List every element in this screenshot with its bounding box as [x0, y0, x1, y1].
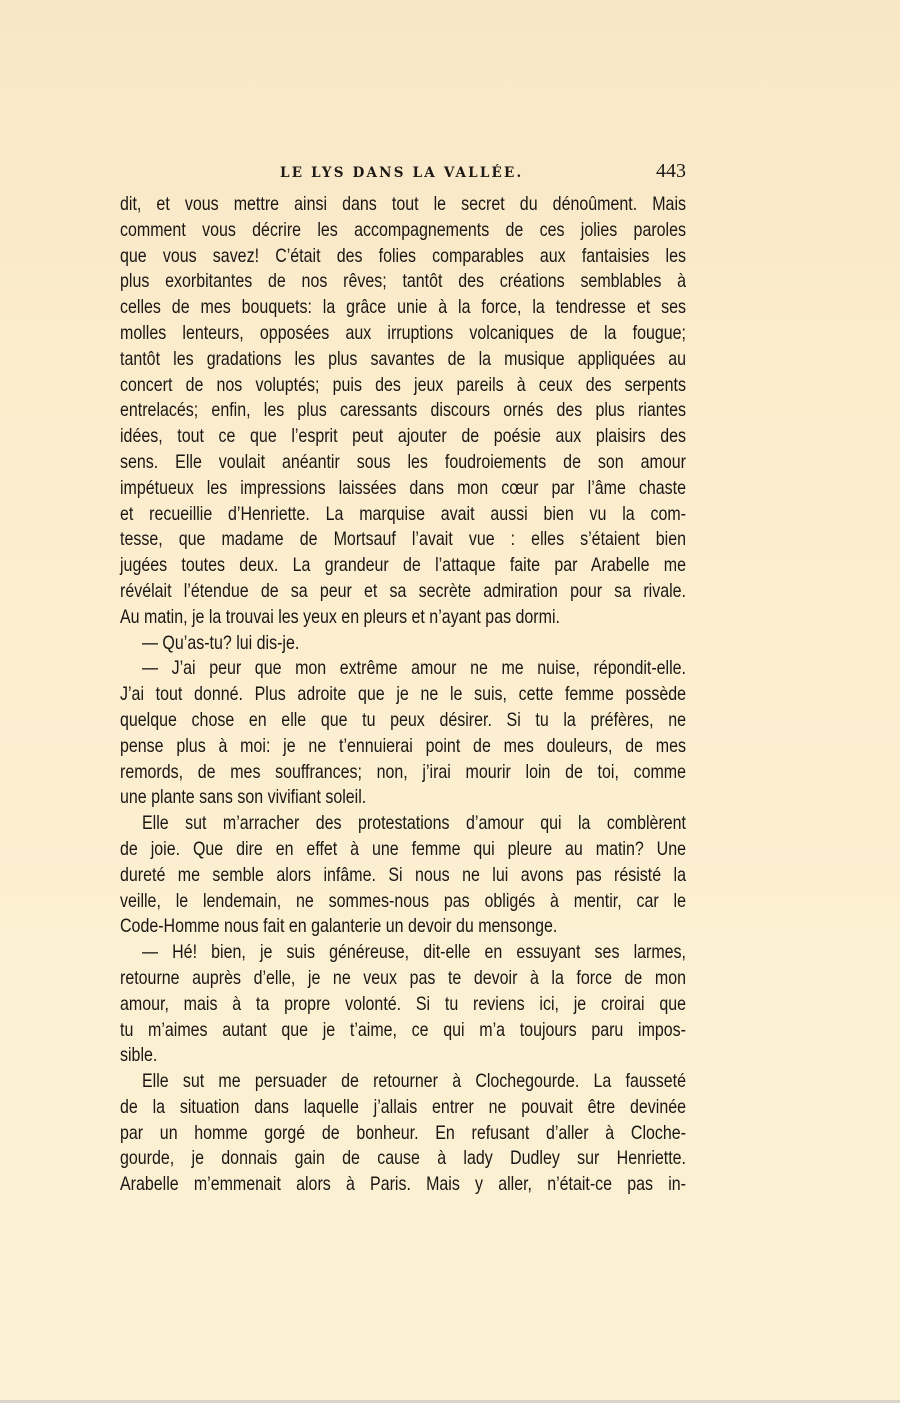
- page-number: 443: [656, 160, 686, 182]
- text-line: dit, et vous mettre ainsi dans tout le secret du dénoûment. Mais: [120, 193, 686, 215]
- text-line: celles de mes bouquets: la grâce unie à la force, la tendresse et ses: [120, 296, 686, 319]
- text-line: Arabelle m’emmenait alors à Paris. Mais y aller, n’était-ce pas in-: [120, 1173, 686, 1196]
- text-line: retourne auprès d’elle, je ne veux pas te devoir à la force de mon: [120, 966, 686, 989]
- text-line: tu m’aimes autant que je t’aime, ce qui m’a toujours paru impos-: [120, 1018, 686, 1041]
- text-line: molles lenteurs, opposées aux irruptions volcaniques de la fougue;: [120, 321, 686, 344]
- text-line: sens. Elle voulait anéantir sous les foudroiements de son amour: [120, 450, 686, 473]
- text-line: Au matin, je la trouvai les yeux en pleurs et n’ayant pas dormi.: [120, 605, 560, 628]
- text-line: — Qu’as-tu? lui dis-je.: [142, 631, 300, 654]
- text-line: impétueux les impressions laissées dans mon cœur par l’âme chaste: [120, 476, 686, 499]
- text-line: — J’ai peur que mon extrême amour ne me nuise, répondit-elle.: [142, 657, 686, 680]
- text-line: pense plus à moi: je ne t’ennuierai point de mes douleurs, de mes: [120, 734, 686, 757]
- text-line: remords, de mes souffrances; non, j’irai mourir loin de toi, comme: [120, 760, 686, 783]
- text-line: gourde, je donnais gain de cause à lady Dudley sur Henriette.: [120, 1147, 686, 1170]
- text-line: une plante sans son vivifiant soleil.: [120, 786, 367, 809]
- text-line: veille, le lendemain, ne sommes-nous pas obligés à mentir, car le: [120, 889, 686, 912]
- text-line: jugées toutes deux. La grandeur de l’attaque faite par Arabelle me: [120, 554, 686, 577]
- text-line: par un homme gorgé de bonheur. En refusant d’aller à Cloche-: [120, 1121, 686, 1144]
- text-line: tantôt les gradations les plus savantes de la musique appliquées au: [120, 347, 686, 370]
- text-line: que vous savez! C’était des folies comparables aux fantaisies les: [120, 244, 686, 267]
- text-line: de la situation dans laquelle j’allais entrer ne pouvait être devinée: [120, 1095, 686, 1118]
- text-line: Elle sut me persuader de retourner à Clochegourde. La fausseté: [142, 1070, 686, 1093]
- text-line: Elle sut m’arracher des protestations d’amour qui la comblèrent: [142, 812, 686, 835]
- text-line: dureté me semble alors infâme. Si nous ne lui avons pas résisté la: [120, 863, 686, 886]
- text-line: J’ai tout donné. Plus adroite que je ne le suis, cette femme possède: [120, 683, 686, 706]
- text-line: entrelacés; enfin, les plus caressants discours ornés des plus riantes: [120, 399, 686, 422]
- text-line: — Hé! bien, je suis généreuse, dit-elle en essuyant ses larmes,: [142, 941, 686, 964]
- text-line: idées, tout ce que l’esprit peut ajouter de poésie aux plaisirs des: [120, 425, 686, 448]
- text-line: comment vous décrire les accompagnements de ces jolies paroles: [120, 218, 686, 241]
- running-title: LE LYS DANS LA VALLÉE.: [280, 165, 524, 181]
- text-line: et recueillie d’Henriette. La marquise avait aussi bien vu la com-: [120, 502, 686, 525]
- text-line: concert de nos voluptés; puis des jeux pareils à ceux des serpents: [120, 373, 686, 396]
- text-line: sible.: [120, 1044, 158, 1067]
- body-text: [120, 192, 686, 1198]
- text-line: de joie. Que dire en effet à une femme qui pleure au matin? Une: [120, 837, 686, 860]
- text-line: tesse, que madame de Mortsauf l’avait vue : elles s’étaient bien: [120, 528, 686, 551]
- text-line: amour, mais à ta propre volonté. Si tu reviens ici, je croirai que: [120, 992, 686, 1015]
- page-header: [120, 160, 686, 188]
- text-line: révélait l’étendue de sa peur et sa secrète admiration pour sa rivale.: [120, 579, 686, 602]
- text-line: plus exorbitantes de nos rêves; tantôt des créations semblables à: [120, 270, 686, 293]
- text-line: quelque chose en elle que tu peux désirer. Si tu la préfères, ne: [120, 708, 686, 731]
- text-line: Code-Homme nous fait en galanterie un devoir du mensonge.: [120, 915, 558, 938]
